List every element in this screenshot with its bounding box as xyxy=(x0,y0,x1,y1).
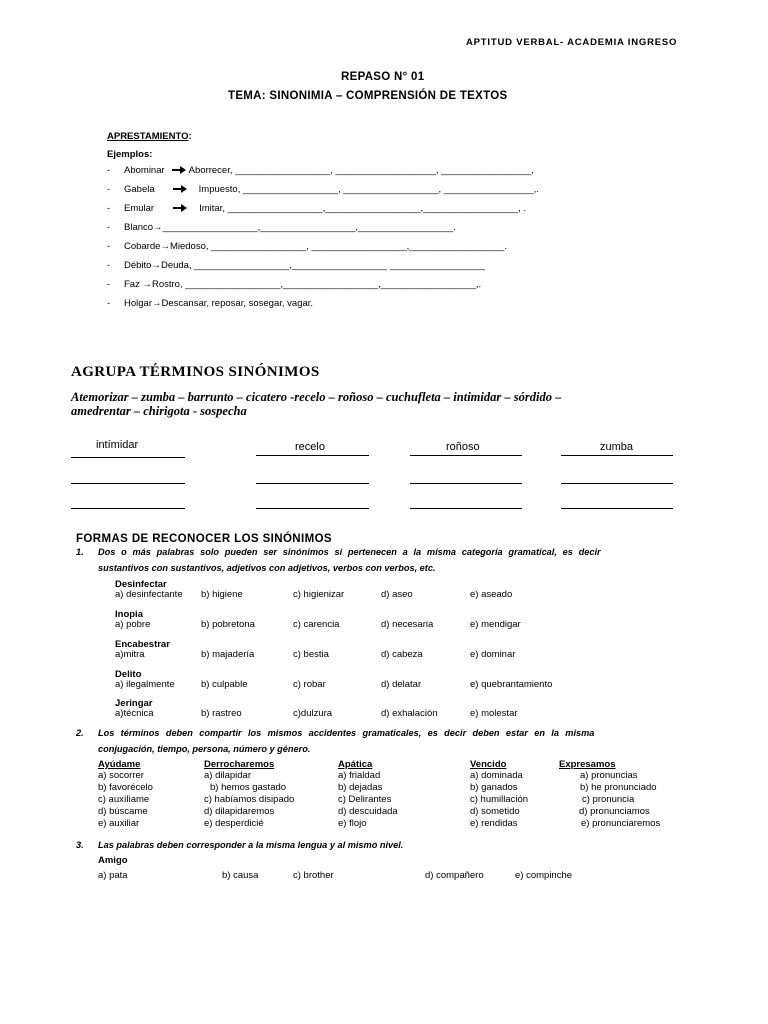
option-d: d) necesaria xyxy=(381,619,434,630)
answer-line xyxy=(71,457,185,458)
option-d: d) cabeza xyxy=(381,649,423,660)
agrupa-words-line2: amedrentar – chirigota - sospecha xyxy=(71,404,247,418)
example-row xyxy=(124,203,526,214)
option-b: b) pobretona xyxy=(201,619,255,630)
example-row xyxy=(124,184,539,195)
formas-heading: FORMAS DE RECONOCER LOS SINÓNIMOS xyxy=(76,533,332,545)
example-word: Emular xyxy=(124,203,155,214)
example-row xyxy=(124,222,456,233)
option-e: e) desperdicié xyxy=(204,818,264,829)
example-bullet: - xyxy=(107,222,111,233)
option-d: d) exhalación xyxy=(381,708,438,719)
example-word: Cobarde→Miedoso, xyxy=(124,241,212,252)
answer-line xyxy=(71,483,185,484)
q3-word: Amigo xyxy=(98,855,128,866)
rule1-text-line2: sustantivos con sustantivos, adjetivos con adjetivos, verbos con verbos, etc. xyxy=(98,563,436,573)
option-a: a) pobre xyxy=(115,619,151,630)
example-word: Faz →Rostro, xyxy=(124,279,186,290)
group-word-2: recelo xyxy=(295,441,325,453)
rule1-number: 1. xyxy=(76,547,84,557)
column-word: Derrocharemos xyxy=(204,759,275,770)
question-word: Desinfectar xyxy=(115,579,167,590)
agrupa-words-line1: Atemorizar – zumba – barrunto – cicatero -recelo – roñoso – cuchufleta – intimidar – sórdido – xyxy=(71,390,562,404)
answer-line xyxy=(71,508,185,509)
rule3-text: Las palabras deben corresponder a la misma lengua y al mismo nivel. xyxy=(98,840,404,850)
option-c: c) Delirantes xyxy=(338,794,392,805)
option-d: d) descuidada xyxy=(338,806,398,817)
option-c: c) humillación xyxy=(470,794,529,805)
option-d: d) delatar xyxy=(381,679,422,690)
option-e: e) rendidas xyxy=(470,818,518,829)
page-header: APTITUD VERBAL- ACADEMIA INGRESO xyxy=(466,37,678,48)
aprestamiento-heading: APRESTAMIENTO: xyxy=(107,131,192,142)
rule1-text-line1: Dos o más palabras solo pueden ser sinónimos si pertenecen a la misma categoría gramatical, es decir xyxy=(98,547,601,557)
example-answers: __________________,__________________ __________________ xyxy=(194,260,485,271)
example-word: Holgar→Descansar, reposar, sosegar, vagar. xyxy=(124,298,314,309)
example-answers: __________________,__________________,__________________,. xyxy=(185,279,482,290)
page-subtitle: TEMA: SINONIMIA – COMPRENSIÓN DE TEXTOS xyxy=(228,90,508,102)
option-d: d) búscame xyxy=(98,806,148,817)
question-word: Delito xyxy=(115,669,142,680)
example-row xyxy=(124,241,507,252)
option-b: b) favorécelo xyxy=(98,782,153,793)
option-a: a) dominada xyxy=(470,770,523,781)
agrupa-heading: AGRUPA TÉRMINOS SINÓNIMOS xyxy=(71,364,320,380)
arrow-right-icon xyxy=(173,204,187,212)
option-c: c) carencia xyxy=(293,619,340,630)
rule2-text-line1: Los términos deben compartir los mismos accidentes gramaticales, es decir deben estar en la misma xyxy=(98,728,595,738)
option-a: a)mitra xyxy=(115,649,145,660)
option-c: c) auxíliame xyxy=(98,794,150,805)
option-b: b) culpable xyxy=(201,679,248,690)
option-a: a) frialdad xyxy=(338,770,381,781)
option-a: a) ilegalmente xyxy=(115,679,175,690)
answer-line xyxy=(256,508,369,509)
example-word: Débito→Deuda, xyxy=(124,260,195,271)
arrow-right-icon xyxy=(172,166,186,174)
arrow-right-icon xyxy=(173,185,187,193)
option-c: c) habíamos disipado xyxy=(204,794,295,805)
example-row xyxy=(124,298,313,309)
option-a: a) pronuncias xyxy=(580,770,638,781)
group-word-1: intímidar xyxy=(96,439,139,451)
example-bullet: - xyxy=(107,241,111,252)
column-word: Expresamos xyxy=(559,759,616,770)
column-word: Apática xyxy=(338,759,373,770)
option-e: e) auxiliar xyxy=(98,818,140,829)
rule2-text-line2: conjugación, tiempo, persona, número y género. xyxy=(98,744,311,754)
option-c: c) higienizar xyxy=(293,589,345,600)
option-d: d) compañero xyxy=(425,870,484,881)
example-answers: __________________, __________________,__________________. xyxy=(211,241,508,252)
example-answers: Aborrecer, __________________, ___________________, _________________, xyxy=(188,165,534,176)
option-b: b) majadería xyxy=(201,649,255,660)
option-b: b) higiene xyxy=(201,589,243,600)
question-word: Encabestrar xyxy=(115,639,170,650)
example-bullet: - xyxy=(107,184,111,195)
option-b: b) rastreo xyxy=(201,708,242,719)
group-word-3: roñoso xyxy=(446,441,480,453)
option-a: a) dilapidar xyxy=(204,770,251,781)
option-e: e) compinche xyxy=(515,870,573,881)
rule2-number: 2. xyxy=(76,728,84,738)
answer-line xyxy=(410,483,522,484)
option-d: d) dilapidaremos xyxy=(204,806,275,817)
option-c: c) robar xyxy=(293,679,326,690)
example-word: Blanco→ xyxy=(124,222,163,233)
answer-line xyxy=(561,455,673,456)
page-title: REPASO N° 01 xyxy=(341,71,425,83)
option-b: b) causa xyxy=(222,870,259,881)
answer-line xyxy=(410,455,522,456)
answer-line xyxy=(561,508,673,509)
option-c: c) pronuncia xyxy=(582,794,635,805)
option-e: e) molestar xyxy=(470,708,518,719)
option-c: c) brother xyxy=(293,870,334,881)
question-word: Jeringar xyxy=(115,698,153,709)
group-word-4: zumba xyxy=(600,441,634,453)
example-row xyxy=(124,165,534,176)
option-a: a)técnica xyxy=(115,708,154,719)
option-e: e) flojo xyxy=(338,818,367,829)
example-word: Abominar xyxy=(124,165,165,176)
option-d: d) aseo xyxy=(381,589,413,600)
option-e: e) mendigar xyxy=(470,619,521,630)
option-e: e) quebrantamiento xyxy=(470,679,553,690)
example-bullet: - xyxy=(107,279,111,290)
column-word: Vencido xyxy=(470,759,507,770)
option-b: b) he pronunciado xyxy=(580,782,657,793)
example-answers: __________________,__________________,__________________. xyxy=(162,222,456,233)
rule3-number: 3. xyxy=(76,840,84,850)
example-word: Gabela xyxy=(124,184,155,195)
answer-line xyxy=(256,455,369,456)
option-e: e) dominar xyxy=(470,649,516,660)
option-e: e) aseado xyxy=(470,589,513,600)
column-word: Ayúdame xyxy=(98,759,141,770)
example-bullet: - xyxy=(107,165,111,176)
option-c: c)dulzura xyxy=(293,708,333,719)
option-e: e) pronunciaremos xyxy=(581,818,661,829)
example-bullet: - xyxy=(107,298,111,309)
option-d: d) sometido xyxy=(470,806,520,817)
question-word: Inopia xyxy=(115,609,143,620)
answer-line xyxy=(256,483,369,484)
option-c: c) bestia xyxy=(293,649,329,660)
option-b: b) dejadas xyxy=(338,782,383,793)
answer-line xyxy=(410,508,522,509)
example-row xyxy=(124,279,481,290)
example-bullet: - xyxy=(107,260,111,271)
option-b: b) hemos gastado xyxy=(210,782,287,793)
example-answers: Impuesto, __________________, __________________, _________________,. xyxy=(198,184,539,195)
example-bullet: - xyxy=(107,203,111,214)
option-a: a) desinfectante xyxy=(115,589,183,600)
option-d: d) pronunciamos xyxy=(579,806,650,817)
ejemplos-label: Ejemplos: xyxy=(107,149,153,160)
example-row xyxy=(124,260,485,271)
example-answers: Imitar, __________________,__________________,__________________, . xyxy=(199,203,527,214)
option-b: b) ganados xyxy=(470,782,518,793)
answer-line xyxy=(561,483,673,484)
option-a: a) pata xyxy=(98,870,128,881)
option-a: a) socorrer xyxy=(98,770,144,781)
